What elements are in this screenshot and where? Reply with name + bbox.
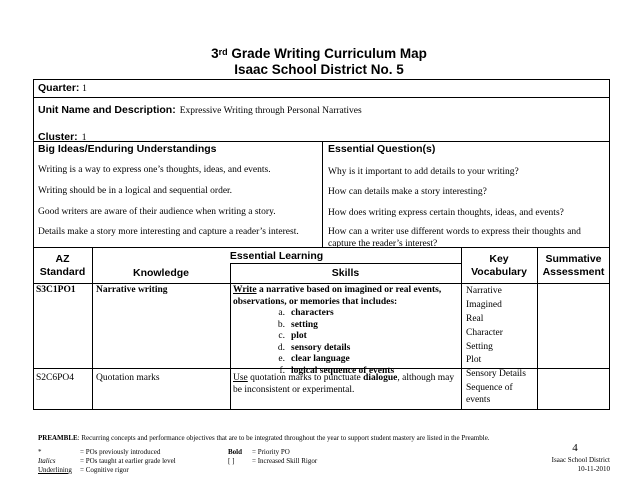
skill-text: a narrative based on imagined or real events, observations, or memories that includes: [233,285,442,307]
col-header-key-vocabulary [461,253,537,279]
cluster-value: 1 [81,133,87,143]
skill-verb: Write [233,285,257,295]
header-line: Assessment [542,266,605,278]
header-line: Key [489,253,509,265]
skills-cell [233,373,457,396]
skills-cell [233,285,457,377]
page-subtitle: Isaac School District No. 5 [234,62,404,77]
divider [230,263,231,409]
essential-question-item: Why is it important to add details to your writing? [328,167,519,177]
col-header-skills: Skills [331,267,360,279]
vocab-item: Setting [466,341,493,352]
legend-row: [ ] = Increased Skill Rigor [228,457,318,465]
vocab-item: Character [466,327,503,338]
quarter-value: 1 [82,84,87,94]
divider [33,283,610,284]
col-header-summative-assessment [537,253,610,279]
legend-row: Bold = Priority PO [228,448,290,456]
essential-question-item: How can a writer use different words to express their thoughts and capture the reader’s interest? [328,227,581,249]
list-item: c. plot [278,331,307,341]
district-name: Isaac School District [551,456,610,464]
vocab-item: Plot [466,355,482,366]
footer-date: 10-11-2010 [577,465,610,473]
knowledge-cell: Narrative writing [96,285,168,295]
unit-value: Expressive Writing through Personal Narratives [179,106,362,116]
page-title: 3rd Grade Writing Curriculum Map [211,46,427,61]
preamble-label: PREAMBLE [38,434,78,442]
big-idea-item: Good writers are aware of their audience when writing a story. [38,207,276,217]
list-item: b. setting [277,319,318,330]
vocabulary-list [466,286,536,405]
big-idea-item: Details make a story more interesting and capture a reader’s interest. [38,227,299,237]
legend-row: Italics = POs taught at earlier grade level [38,457,176,465]
preamble [38,434,610,443]
vocab-item: Sequence of events [466,383,513,405]
skill-text: quotation marks to punctuate [247,373,364,383]
list-item: f. logical sequence of events [279,365,395,376]
standard-code: S2C6PO4 [36,373,75,383]
vocab-item: Imagined [466,299,502,310]
header-line: Vocabulary [471,266,527,278]
col-header-knowledge: Knowledge [132,267,189,279]
divider [322,141,323,247]
list-item: e. clear language [278,354,350,364]
unit-label: Unit Name and Description: [38,104,176,116]
quarter-row [38,82,87,94]
big-idea-item: Writing should be in a logical and sequential order. [38,186,233,196]
standard-code: S3C1PO1 [36,285,76,295]
preamble-text: : Recurring concepts and performance objectives that are to be integrated throughout the year to support student mastery are listed in the Preamble. [77,434,490,442]
unit-row [38,100,362,118]
list-item: a. characters [278,308,334,318]
header-line: Standard [39,266,86,278]
divider [230,263,461,264]
vocab-item: Narrative [466,286,502,296]
col-header-essential-learning: Essential Learning [229,250,324,262]
col-header-az-standard [33,253,92,279]
cluster-label: Cluster: [38,131,78,143]
legend-mid [228,448,317,466]
big-ideas-heading: Big Ideas/Enduring Understandings [38,143,217,155]
header-line: Summative [545,253,602,265]
legend-left [38,448,176,475]
skill-list [233,308,457,377]
skill-text: , although may be inconsistent or experimental. [233,373,455,395]
page-number: 4 [572,442,578,454]
knowledge-cell: Quotation marks [96,373,160,383]
quarter-label: Quarter: [38,82,80,94]
vocab-item: Real [466,313,484,324]
header-line: AZ [55,253,70,265]
skill-emphasis: dialogue [363,373,398,383]
skill-verb: Use [233,373,248,383]
essential-question-item: How does writing express certain thoughts, ideas, and events? [328,208,564,218]
divider [33,97,610,98]
legend-row: * = POs previously introduced [38,448,161,456]
big-idea-item: Writing is a way to express one’s thoughts, ideas, and events. [38,165,271,175]
essential-questions-heading: Essential Question(s) [328,143,436,155]
vocab-item: Sensory Details [466,369,526,380]
legend-row: Underlining = Cognitive rigor [38,466,129,474]
essential-question-item: How can details make a story interesting? [328,187,487,197]
list-item: d. sensory details [277,342,351,353]
